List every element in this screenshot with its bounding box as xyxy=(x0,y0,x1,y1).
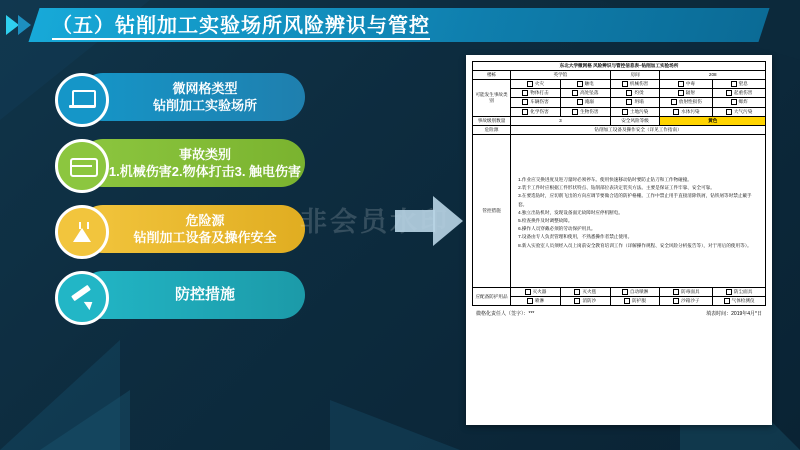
table-row-hazard-2 xyxy=(473,89,766,98)
laptop-icon xyxy=(55,73,109,127)
hazard-item[interactable]: 窒息 xyxy=(713,80,766,89)
equip-item[interactable]: 灭火毯 xyxy=(560,287,610,296)
equip-item[interactable]: 自动喷淋 xyxy=(610,287,660,296)
measures-list xyxy=(512,172,764,250)
arrow-right-icon xyxy=(395,196,465,246)
pill-control-measures[interactable] xyxy=(55,268,315,322)
hazard-item[interactable]: 化学伤害 xyxy=(511,107,561,116)
table-row-hazard-3 xyxy=(473,98,766,107)
equip-item[interactable]: 喷淋 xyxy=(511,297,561,306)
box-icon xyxy=(55,139,109,193)
form-title: 东北大学微网格 风险辨识与管控信息表–钻削加工实验场所 xyxy=(473,62,766,71)
hazard-item[interactable]: 灼烫 xyxy=(610,89,660,98)
signature-text: 微格化责任人（签字）：*** xyxy=(476,311,535,318)
table-row-equip-1 xyxy=(473,287,766,296)
pill-bar xyxy=(79,73,305,121)
info-pill-list xyxy=(55,70,315,334)
building-value: 英学馆 xyxy=(511,71,611,80)
pill-value: 钻削加工实验场所 xyxy=(152,97,257,113)
measure-item: 2.装卡工件时应根据工件形状特点、钻削部位表决定装夹方法。主要是保证工件牢靠、安全可靠。 xyxy=(518,185,715,191)
triangle-play-logo-icon xyxy=(6,12,32,38)
room-value: 208 xyxy=(660,71,766,80)
pill-label: 防控措施 xyxy=(174,286,235,303)
hazard-item[interactable]: 起重伤害 xyxy=(713,89,766,98)
measure-item: 8.新入实验室人员须经入员上岗前安全教育培训工作（详解操作规程、安全风险分析报告等），对于用后的使用等）。 xyxy=(518,242,752,248)
pill-value: 1.机械伤害2.物体打击3. 触电伤害 xyxy=(108,163,302,179)
hazard-item[interactable]: 中毒 xyxy=(660,80,713,89)
risk-form-table xyxy=(472,61,766,306)
hazard-source-label: 危险源 xyxy=(473,125,511,134)
hazard-item[interactable]: 触电 xyxy=(560,80,610,89)
table-row-equip-2 xyxy=(473,297,766,306)
hazard-item[interactable]: 放射性损伤 xyxy=(660,98,713,107)
equipment-label: 应配备防护用品 xyxy=(473,287,511,305)
pill-label: 事故类别 xyxy=(178,146,231,162)
accident-count-value: 3 xyxy=(511,116,611,125)
pill-label: 微网格类型 xyxy=(172,80,238,96)
hazard-item[interactable]: 车辆伤害 xyxy=(511,98,561,107)
pill-label: 危险源 xyxy=(185,212,225,228)
pill-bar xyxy=(79,139,305,187)
bg-polygon-6 xyxy=(330,400,460,450)
equip-item[interactable]: 防护服 xyxy=(610,297,660,306)
risk-level-label: 安全风险等级 xyxy=(610,116,660,125)
table-row-title xyxy=(473,62,766,71)
accident-count-label: 事故级别数量 xyxy=(473,116,511,125)
pill-bar xyxy=(79,205,305,253)
hazard-item[interactable]: 生物伤害 xyxy=(560,107,610,116)
hazard-item[interactable]: 物体打击 xyxy=(511,89,561,98)
measure-item: 4.独立出钻机时，发现设备面无故障时应停机断电。 xyxy=(518,209,623,215)
pill-accident-category[interactable] xyxy=(55,136,315,190)
building-label: 楼栋 xyxy=(473,71,511,80)
hazard-item[interactable]: 高处坠落 xyxy=(560,89,610,98)
table-row-count-risk xyxy=(473,116,766,125)
measure-item: 7.设备由专人负责管理和使用，不熟悉操作者禁止使用。 xyxy=(518,234,633,240)
equip-item[interactable]: 防毒面具 xyxy=(660,287,713,296)
hazard-source-value: 钻削加工设备及操作安全（详见工作指南） xyxy=(511,125,766,134)
page-title-text: （五）钻削加工实验场所风险辨识与管控 xyxy=(52,15,430,40)
hazard-item[interactable]: 坍塌 xyxy=(610,98,660,107)
equip-item[interactable]: 消防沙 xyxy=(560,297,610,306)
measure-item: 6.操作人员穿戴必须的劳动保护用具。 xyxy=(518,226,596,232)
flask-icon xyxy=(55,205,109,259)
equip-item[interactable]: 防尘面具 xyxy=(713,287,766,296)
pill-bar xyxy=(79,271,305,319)
table-row-hazard-4 xyxy=(473,107,766,116)
hazard-item[interactable]: 大气污染 xyxy=(713,107,766,116)
hazard-item[interactable]: 爆炸 xyxy=(713,98,766,107)
table-row-hazard-1 xyxy=(473,80,766,89)
pill-value: 钻削加工设备及操作安全 xyxy=(133,229,277,245)
form-footer xyxy=(472,310,766,317)
pill-microgrid-type[interactable] xyxy=(55,70,315,124)
page-title xyxy=(52,11,752,41)
risk-level-badge: 黄色 xyxy=(660,116,766,125)
hazard-category-label: 可能发生事故类别 xyxy=(473,80,511,117)
hazard-item[interactable]: 土地污染 xyxy=(610,107,660,116)
measure-item: 3.在要选钻时，应切削飞出的方向应调节要做合适的防护格栅。工作中禁止用手直接清除铁屑，钻铁屑等时禁止戴手套。 xyxy=(518,193,752,207)
bg-polygon-5 xyxy=(40,390,130,450)
risk-form-card xyxy=(466,55,772,425)
equip-item[interactable]: 灭火器 xyxy=(511,287,561,296)
slide-header xyxy=(0,0,800,50)
measures-cell xyxy=(511,134,766,287)
hazard-item[interactable]: 机械伤害 xyxy=(610,80,660,89)
hazard-item[interactable]: 淹溺 xyxy=(560,98,610,107)
table-row-source xyxy=(473,125,766,134)
pill-hazard-source[interactable] xyxy=(55,202,315,256)
room-label: 房间 xyxy=(610,71,660,80)
hazard-item[interactable]: 水体污染 xyxy=(660,107,713,116)
date-text: 填表时间：2019年4月*日 xyxy=(706,311,762,318)
hazard-item[interactable]: 辐射 xyxy=(660,89,713,98)
equip-item[interactable]: 气体检测仪 xyxy=(713,297,766,306)
hazard-item[interactable]: 火灾 xyxy=(511,80,561,89)
table-row-location xyxy=(473,71,766,80)
measures-label: 管控措施 xyxy=(473,134,511,287)
measure-item: 5.检查换件及时调整故障。 xyxy=(518,217,573,223)
pencil-icon xyxy=(55,271,109,325)
equip-item[interactable]: 沙箱沙子 xyxy=(660,297,713,306)
measure-item: 1.作业应交换进度及进刀量时必须停车。使用快速移动钻时要防止钻刀和工作物碰撞。 xyxy=(518,176,692,182)
table-row-measures xyxy=(473,134,766,287)
